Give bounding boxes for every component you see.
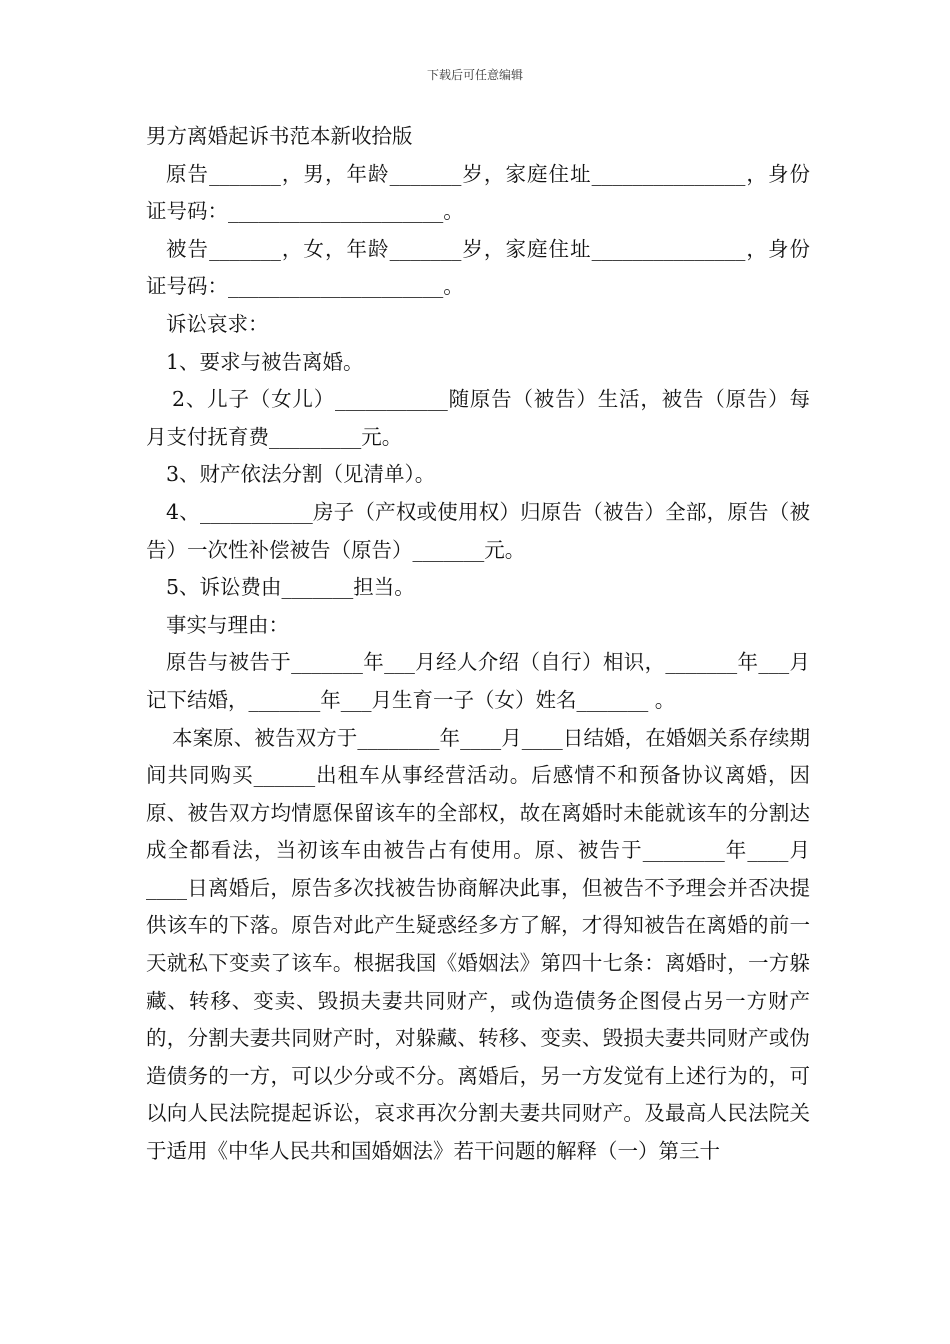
plaintiff-info: 原告_______，男，年龄_______岁，家庭住址_______________，身份证号码：_____________________。	[146, 161, 810, 224]
claim-item-5: 5、诉讼费由_______担当。	[166, 575, 415, 600]
claim-item-4: 4、___________房子（产权或使用权）归原告（被告）全部，原告（被告）一次性补偿被告（原告）_______元。	[146, 499, 810, 562]
document-title: 男方离婚起诉书范本新收拾版	[146, 124, 413, 148]
defendant-info: 被告_______，女，年龄_______岁，家庭住址_______________，身份证号码：_____________________。	[146, 236, 810, 299]
claim-item-1: 1、要求与被告离婚。	[166, 349, 364, 374]
claim-item-3: 3、财产依法分割（见清单）。	[166, 462, 436, 487]
page-header-note: 下载后可任意编辑	[426, 68, 523, 82]
facts-paragraph-1: 原告与被告于_______年___月经人介绍（自行）相识，_______年___月记下结婚，_______年___月生育一子（女）姓名_______ 。	[146, 650, 810, 712]
facts-heading: 事实与理由：	[166, 612, 289, 637]
facts-paragraph-2: 本案原、被告双方于________年____月____日结婚，在婚姻关系存续期间共同购买______出租车从事经营活动。后感情不和预备协议离婚，因原、被告双方均情愿保留该车的全部权，故在离婚时未能就该车的分割达成全都看法，当初该车由被告占有使用。原、被告于________年____月____日离婚后，原告多次找被告协商解决此事，但被告不予理会并否决提供该车的下落。原告对此产生疑惑经多方了解，才得知被告在离婚的前一天就私下变卖了该车。根据我国《婚姻法》第四十七条：离婚时，一方躲藏、转移、变卖、毁损夫妻共同财产，或伪造债务企图侵占另一方财产的，分割夫妻共同财产时，对躲藏、转移、变卖、毁损夫妻共同财产或伪造债务的一方，可以少分或不分。离婚后，另一方发觉有上述行为的，可以向人民法院提起诉讼，哀求再次分割夫妻共同财产。及最高人民法院关于适用《中华人民共和国婚姻法》若干问题的解释（一）第三十	[146, 725, 810, 1164]
document-body	[146, 118, 810, 1171]
claims-heading: 诉讼哀求：	[166, 311, 269, 336]
claim-item-2: 2、儿子（女儿）___________随原告（被告）生活，被告（原告）每月支付抚育费_________元。	[146, 387, 810, 449]
